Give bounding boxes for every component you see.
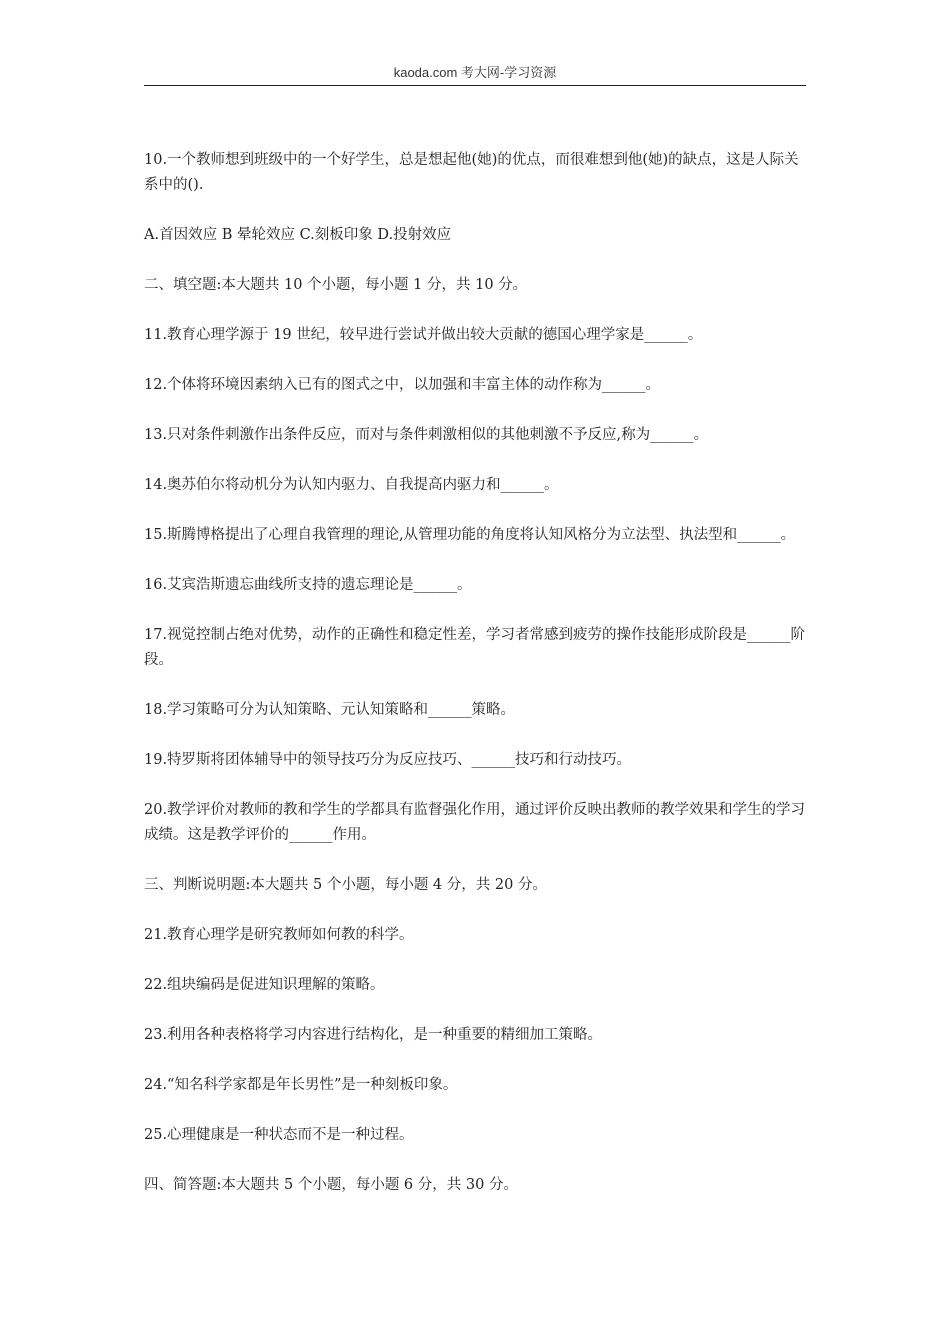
section-heading-fill-in: 二、填空题:本大题共 10 个小题，每小题 1 分，共 10 分。	[144, 277, 528, 293]
question-15: 15.斯腾博格提出了心理自我管理的理论,从管理功能的角度将认知风格分为立法型、执法型和______。	[144, 527, 796, 543]
question-18: 18.学习策略可分为认知策略、元认知策略和______策略。	[144, 702, 516, 718]
question-25: 25.心理健康是一种状态而不是一种过程。	[144, 1127, 414, 1143]
question-24: 24.“知名科学家都是年长男性”是一种刻板印象。	[144, 1077, 458, 1093]
question-16: 16.艾宾浩斯遗忘曲线所支持的遗忘理论是______。	[144, 577, 472, 593]
question-10-options: A.首因效应 B 晕轮效应 C.刻板印象 D.投射效应	[144, 227, 452, 243]
header-rule	[144, 85, 806, 86]
question-20: 20.教学评价对教师的教和学生的学都具有监督强化作用，通过评价反映出教师的教学效果和学生的学习成绩。这是教学评价的______作用。	[144, 802, 806, 843]
question-14: 14.奥苏伯尔将动机分为认知内驱力、自我提高内驱力和______。	[144, 477, 559, 493]
question-23: 23.利用各种表格将学习内容进行结构化，是一种重要的精细加工策略。	[144, 1027, 603, 1043]
question-10: 10.一个教师想到班级中的一个好学生，总是想起他(她)的优点，而很难想到他(她)的缺点，这是人际关系中的().	[144, 152, 799, 193]
question-19: 19.特罗斯将团体辅导中的领导技巧分为反应技巧、______技巧和行动技巧。	[144, 752, 632, 768]
document-body	[144, 148, 806, 1198]
question-12: 12.个体将环境因素纳入已有的图式之中，以加强和丰富主体的动作称为______。	[144, 377, 661, 393]
page-header: kaoda.com 考大网-学习资源	[393, 65, 557, 80]
question-22: 22.组块编码是促进知识理解的策略。	[144, 977, 385, 993]
section-heading-short-answer: 四、简答题:本大题共 5 个小题，每小题 6 分，共 30 分。	[144, 1177, 518, 1193]
question-11: 11.教育心理学源于 19 世纪，较早进行尝试并做出较大贡献的德国心理学家是______。	[144, 327, 703, 343]
section-heading-true-false: 三、判断说明题:本大题共 5 个小题，每小题 4 分，共 20 分。	[144, 877, 547, 893]
question-21: 21.教育心理学是研究教师如何教的科学。	[144, 927, 414, 943]
question-17: 17.视觉控制占绝对优势，动作的正确性和稳定性差，学习者常感到疲劳的操作技能形成阶段是______阶段。	[144, 627, 806, 668]
question-13: 13.只对条件刺激作出条件反应，而对与条件刺激相似的其他刺激不予反应,称为______。	[144, 427, 709, 443]
